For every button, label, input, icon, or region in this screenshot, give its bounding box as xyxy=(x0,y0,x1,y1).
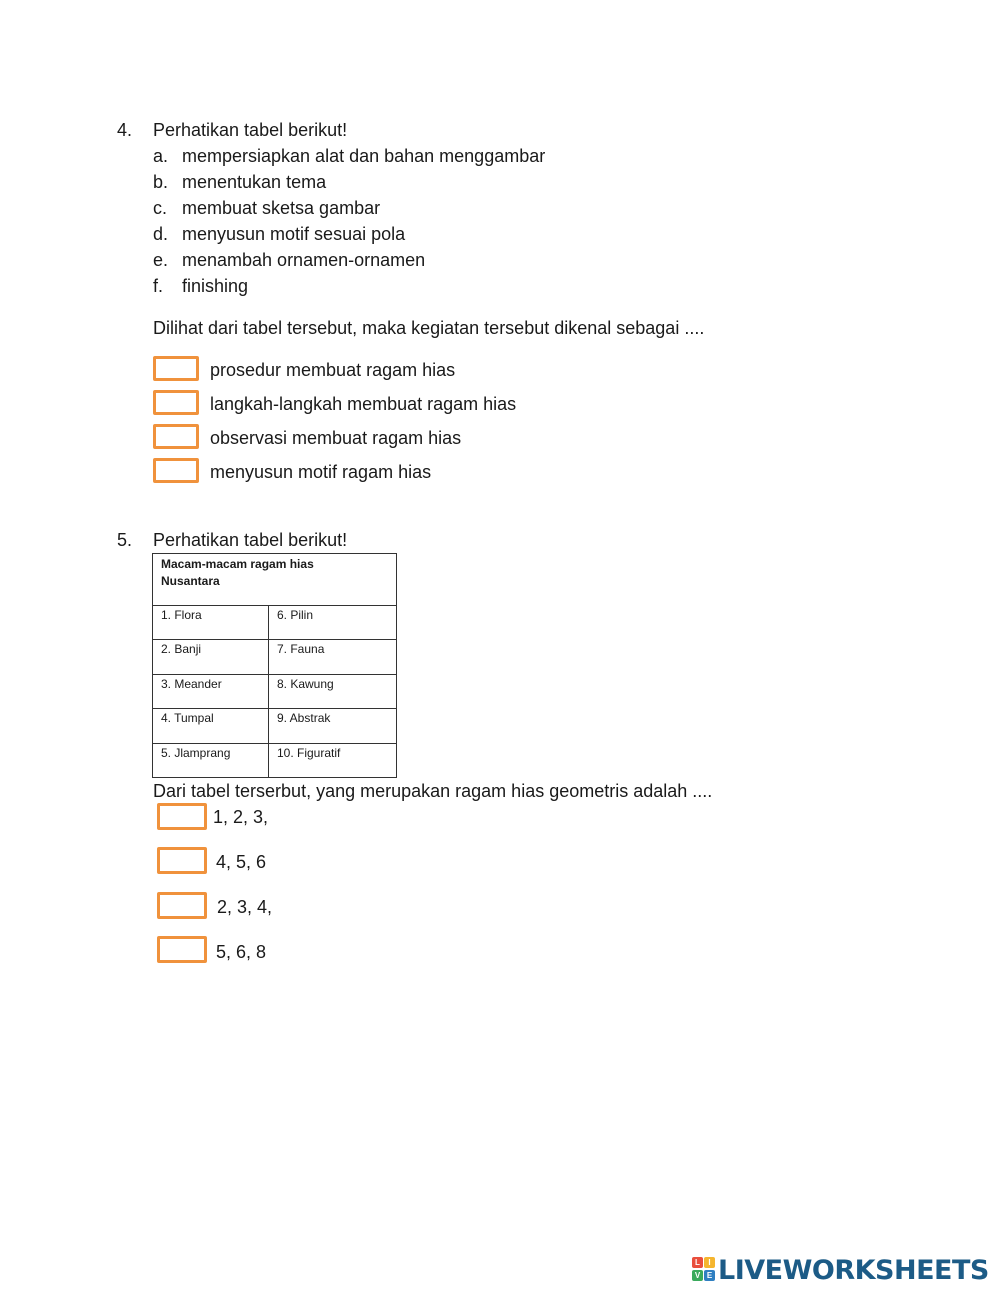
q5-option-label: 4, 5, 6 xyxy=(216,852,267,872)
q5-prompt: Perhatikan tabel berikut! xyxy=(153,530,348,550)
q4-option-label: menyusun motif ragam hias xyxy=(210,462,432,482)
table-header xyxy=(153,554,397,606)
q5-option-checkbox-c[interactable] xyxy=(157,892,207,919)
q4-option-checkbox-b[interactable] xyxy=(153,390,199,415)
q4-item-text: menentukan tema xyxy=(182,172,327,192)
q4-item-text: membuat sketsa gambar xyxy=(182,198,381,218)
table-cell: 9. Abstrak xyxy=(269,709,397,743)
q4-item-text: menambah ornamen-ornamen xyxy=(182,250,426,270)
q4-item-letter: c. xyxy=(153,198,168,218)
table-cell: 8. Kawung xyxy=(269,674,397,708)
q4-item-letter: f. xyxy=(153,276,164,296)
q5-question: Dari tabel terserbut, yang merupakan ragam hias geometris adalah .... xyxy=(153,781,713,801)
logo-cubes-icon xyxy=(692,1257,716,1283)
logo-cube: V xyxy=(692,1270,703,1281)
q4-item-letter: d. xyxy=(153,224,169,244)
table-cell: 2. Banji xyxy=(153,640,269,674)
logo-cube: E xyxy=(704,1270,715,1281)
q4-option-checkbox-d[interactable] xyxy=(153,458,199,483)
logo-text: LIVEWORKSHEETS xyxy=(718,1254,989,1286)
q4-item-text: mempersiapkan alat dan bahan menggambar xyxy=(182,146,546,166)
table-row xyxy=(153,743,397,777)
q5-option-checkbox-b[interactable] xyxy=(157,847,207,874)
logo-cube: L xyxy=(692,1257,703,1268)
table-cell: 7. Fauna xyxy=(269,640,397,674)
ragam-hias-table xyxy=(152,553,397,778)
q4-item-text: finishing xyxy=(182,276,249,296)
q4-number: 4. xyxy=(117,120,133,140)
q4-item-letter: b. xyxy=(153,172,169,192)
q4-item-letter: a. xyxy=(153,146,169,166)
q4-option-label: observasi membuat ragam hias xyxy=(210,428,462,448)
q4-option-label: langkah-langkah membuat ragam hias xyxy=(210,394,517,414)
q5-option-checkbox-a[interactable] xyxy=(157,803,207,830)
table-row xyxy=(153,709,397,743)
q4-item-letter: e. xyxy=(153,250,169,270)
q4-question: Dilihat dari tabel tersebut, maka kegiatan tersebut dikenal sebagai .... xyxy=(153,318,705,338)
q4-option-checkbox-a[interactable] xyxy=(153,356,199,381)
liveworksheets-logo xyxy=(692,1256,989,1284)
table-cell: 3. Meander xyxy=(153,674,269,708)
table-cell: 1. Flora xyxy=(153,606,269,640)
table-cell: 5. Jlamprang xyxy=(153,743,269,777)
table-row xyxy=(153,606,397,640)
q5-number: 5. xyxy=(117,530,133,550)
q5-option-checkbox-d[interactable] xyxy=(157,936,207,963)
q4-option-checkbox-c[interactable] xyxy=(153,424,199,449)
table-cell: 6. Pilin xyxy=(269,606,397,640)
q5-option-label: 5, 6, 8 xyxy=(216,942,267,962)
q4-prompt: Perhatikan tabel berikut! xyxy=(153,120,348,140)
logo-cube: I xyxy=(704,1257,715,1268)
q4-item-text: menyusun motif sesuai pola xyxy=(182,224,406,244)
q4-option-label: prosedur membuat ragam hias xyxy=(210,360,456,380)
table-row xyxy=(153,674,397,708)
table-cell: 4. Tumpal xyxy=(153,709,269,743)
table-row xyxy=(153,640,397,674)
q5-option-label: 1, 2, 3, xyxy=(213,807,269,827)
table-cell: 10. Figuratif xyxy=(269,743,397,777)
table-header-line1: Macam-macam ragam hias xyxy=(161,557,314,571)
table-header-line2: Nusantara xyxy=(161,574,220,588)
q5-option-label: 2, 3, 4, xyxy=(217,897,273,917)
